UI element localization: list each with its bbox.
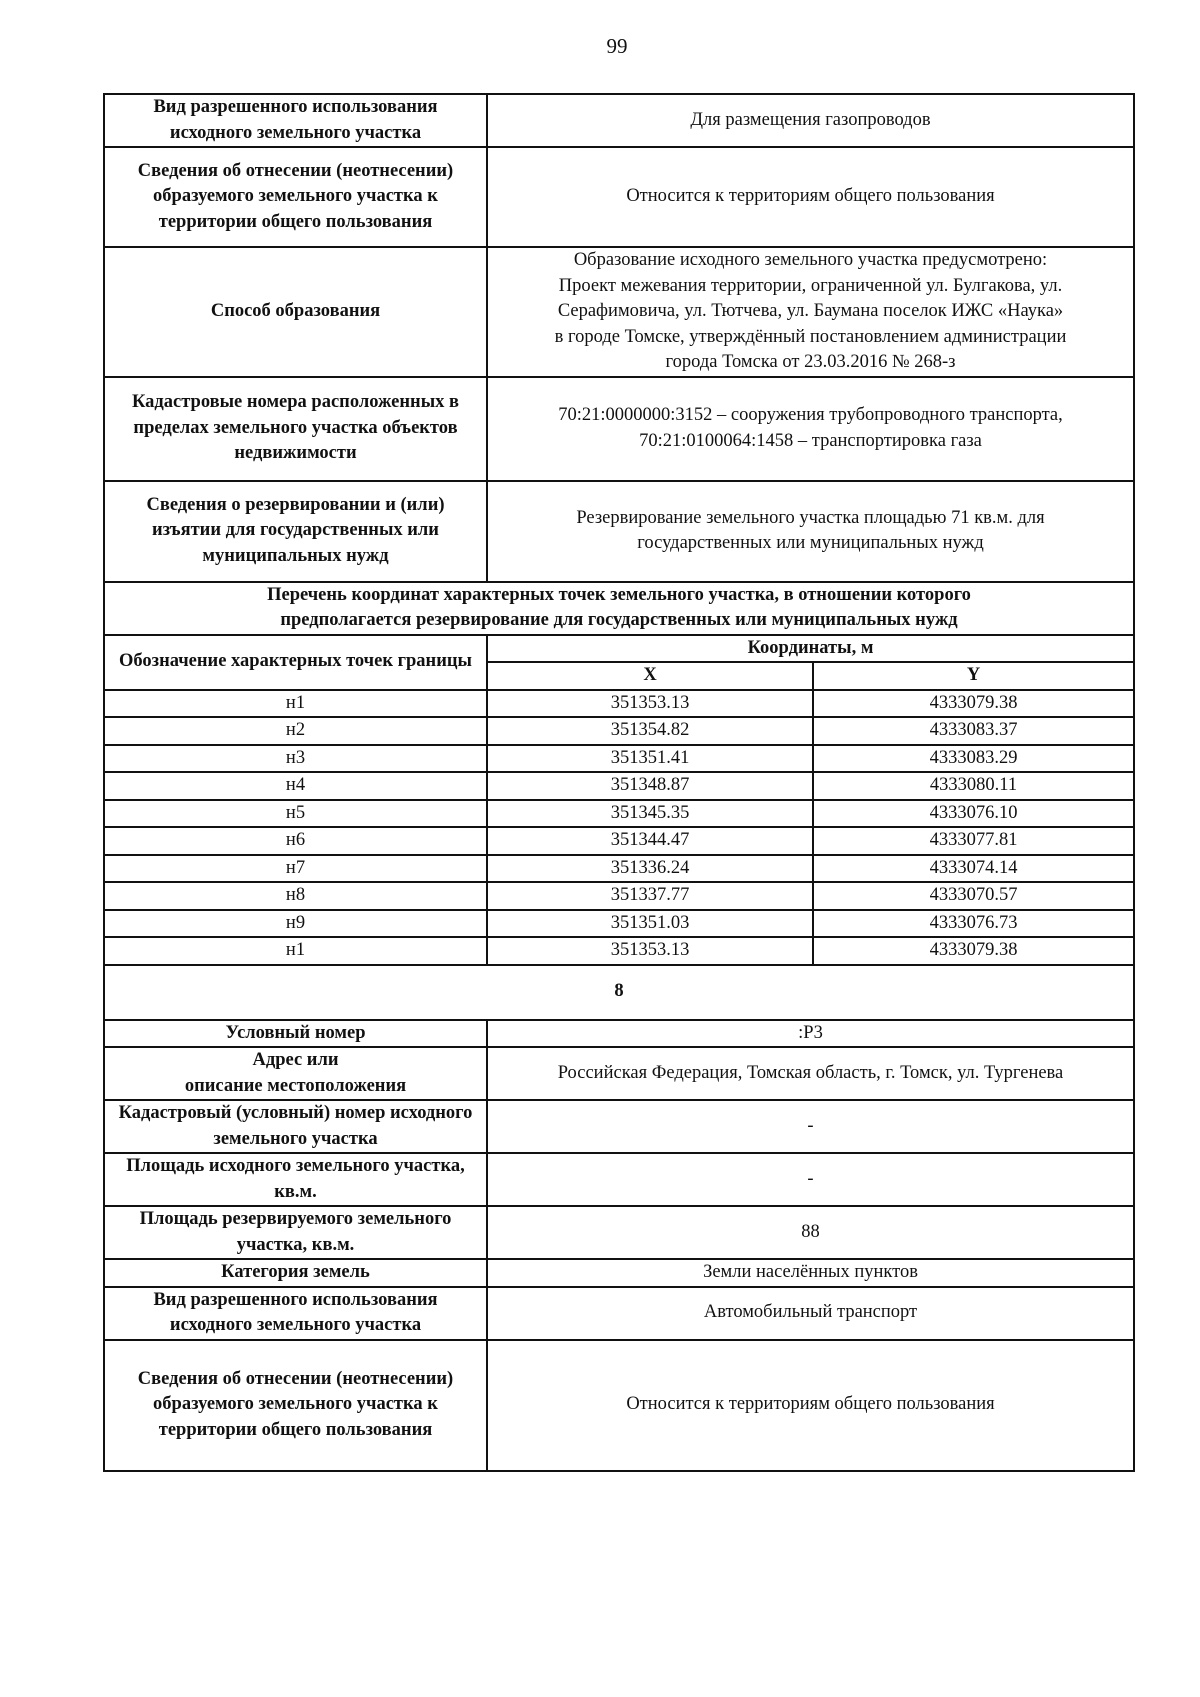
coordinate-row — [104, 910, 1134, 938]
point-y: 4333079.38 — [813, 690, 1134, 718]
reserved-area-label: Площадь резервируемого земельного участка, кв.м. — [104, 1206, 487, 1259]
point-y: 4333083.29 — [813, 745, 1134, 773]
reservation-label: Сведения о резервировании и (или) изъятии для государственных или муниципальных нужд — [104, 481, 487, 582]
point-x: 351337.77 — [487, 882, 813, 910]
section-number: 8 — [104, 965, 1134, 1020]
cadastral-objects-value — [487, 377, 1134, 481]
land-plot-table — [103, 93, 1135, 1472]
source-cadastral-value: - — [487, 1100, 1134, 1153]
row-permitted-use-2 — [104, 1287, 1134, 1340]
col-point-header: Обозначение характерных точек границы — [104, 635, 487, 690]
coordinate-row — [104, 827, 1134, 855]
point-name: н8 — [104, 882, 487, 910]
point-x: 351354.82 — [487, 717, 813, 745]
row-permitted-use — [104, 94, 1134, 147]
address-value: Российская Федерация, Томская область, г. Томск, ул. Тургенева — [487, 1047, 1134, 1100]
formation-line: Проект межевания территории, ограниченной ул. Булгакова, ул. — [558, 275, 1063, 296]
address-label-line: Адрес или — [252, 1050, 339, 1070]
reservation-line: государственных или муниципальных нужд — [637, 533, 984, 553]
permitted-use-value: Автомобильный транспорт — [487, 1287, 1134, 1340]
address-label — [104, 1047, 487, 1100]
row-formation-method — [104, 247, 1134, 377]
point-name: н4 — [104, 772, 487, 800]
row-public-territory — [104, 147, 1134, 247]
conditional-number-value: :Р3 — [487, 1020, 1134, 1048]
point-y: 4333080.11 — [813, 772, 1134, 800]
permitted-use-label: Вид разрешенного использования исходного земельного участка — [104, 1287, 487, 1340]
address-label-line: описание местоположения — [184, 1075, 407, 1096]
row-coordinates-header — [104, 635, 1134, 663]
point-x: 351353.13 — [487, 690, 813, 718]
point-y: 4333076.10 — [813, 800, 1134, 828]
formation-line: Серафимовича, ул. Тютчева, ул. Баумана поселок ИЖС «Наука» — [557, 301, 1064, 321]
coordinates-title-line: Перечень координат характерных точек земельного участка, в отношении которого — [267, 584, 971, 605]
row-reservation — [104, 481, 1134, 582]
cadastral-object-line: 70:21:0000000:3152 – сооружения трубопроводного транспорта, — [558, 405, 1063, 425]
point-y: 4333077.81 — [813, 827, 1134, 855]
coordinates-title — [104, 582, 1134, 635]
formation-method-value — [487, 247, 1134, 377]
cadastral-objects-label: Кадастровые номера расположенных в пределах земельного участка объектов недвижимости — [104, 377, 487, 481]
point-name: н3 — [104, 745, 487, 773]
formation-line: города Томска от 23.03.2016 № 268-з — [665, 352, 956, 372]
source-cadastral-label: Кадастровый (условный) номер исходного земельного участка — [104, 1100, 487, 1153]
land-category-label: Категория земель — [104, 1259, 487, 1287]
point-name: н2 — [104, 717, 487, 745]
point-name: н6 — [104, 827, 487, 855]
point-y: 4333070.57 — [813, 882, 1134, 910]
point-y: 4333083.37 — [813, 717, 1134, 745]
point-x: 351351.03 — [487, 910, 813, 938]
public-territory-value: Относится к территориям общего пользования — [487, 147, 1134, 247]
point-name: н1 — [104, 937, 487, 965]
row-source-area — [104, 1153, 1134, 1206]
point-x: 351344.47 — [487, 827, 813, 855]
coordinate-row — [104, 800, 1134, 828]
row-source-cadastral — [104, 1100, 1134, 1153]
col-coords-header: Координаты, м — [487, 635, 1134, 663]
point-name: н7 — [104, 855, 487, 883]
point-x: 351345.35 — [487, 800, 813, 828]
coordinate-row — [104, 937, 1134, 965]
point-y: 4333079.38 — [813, 937, 1134, 965]
point-y: 4333074.14 — [813, 855, 1134, 883]
row-reserved-area — [104, 1206, 1134, 1259]
source-area-label: Площадь исходного земельного участка, кв.м. — [104, 1153, 487, 1206]
coordinate-row — [104, 772, 1134, 800]
cadastral-object-line: 70:21:0100064:1458 – транспортировка газа — [639, 430, 982, 451]
coordinate-row — [104, 855, 1134, 883]
col-x-header: X — [487, 662, 813, 690]
page-number: 99 — [606, 34, 628, 58]
coordinate-row — [104, 745, 1134, 773]
reservation-line: Резервирование земельного участка площадью 71 кв.м. для — [576, 507, 1045, 528]
reserved-area-value: 88 — [487, 1206, 1134, 1259]
permitted-use-label: Вид разрешенного использования исходного земельного участка — [104, 94, 487, 147]
formation-line: Образование исходного земельного участка предусмотрено: — [573, 250, 1048, 270]
point-y: 4333076.73 — [813, 910, 1134, 938]
row-land-category — [104, 1259, 1134, 1287]
coordinate-row — [104, 717, 1134, 745]
source-area-value: - — [487, 1153, 1134, 1206]
conditional-number-label: Условный номер — [104, 1020, 487, 1048]
col-y-header: Y — [813, 662, 1134, 690]
coordinates-title-line: предполагается резервирование для государственных или муниципальных нужд — [280, 610, 958, 630]
row-public-territory-2 — [104, 1340, 1134, 1471]
point-name: н9 — [104, 910, 487, 938]
point-x: 351336.24 — [487, 855, 813, 883]
formation-method-label: Способ образования — [104, 247, 487, 377]
public-territory-label: Сведения об отнесении (неотнесении) образуемого земельного участка к территории общего пользования — [104, 147, 487, 247]
point-name: н1 — [104, 690, 487, 718]
row-conditional-number — [104, 1020, 1134, 1048]
point-name: н5 — [104, 800, 487, 828]
row-cadastral-objects — [104, 377, 1134, 481]
point-x: 351353.13 — [487, 937, 813, 965]
point-x: 351348.87 — [487, 772, 813, 800]
land-category-value: Земли населённых пунктов — [487, 1259, 1134, 1287]
row-coordinates-title — [104, 582, 1134, 635]
row-section-number — [104, 965, 1134, 1020]
permitted-use-value: Для размещения газопроводов — [487, 94, 1134, 147]
point-x: 351351.41 — [487, 745, 813, 773]
coordinate-row — [104, 882, 1134, 910]
public-territory-value: Относится к территориям общего пользования — [487, 1340, 1134, 1471]
coordinate-row — [104, 690, 1134, 718]
reservation-value — [487, 481, 1134, 582]
public-territory-label: Сведения об отнесении (неотнесении) образуемого земельного участка к территории общего пользования — [104, 1340, 487, 1471]
formation-line: в городе Томске, утверждённый постановлением администрации — [554, 326, 1067, 347]
row-address — [104, 1047, 1134, 1100]
